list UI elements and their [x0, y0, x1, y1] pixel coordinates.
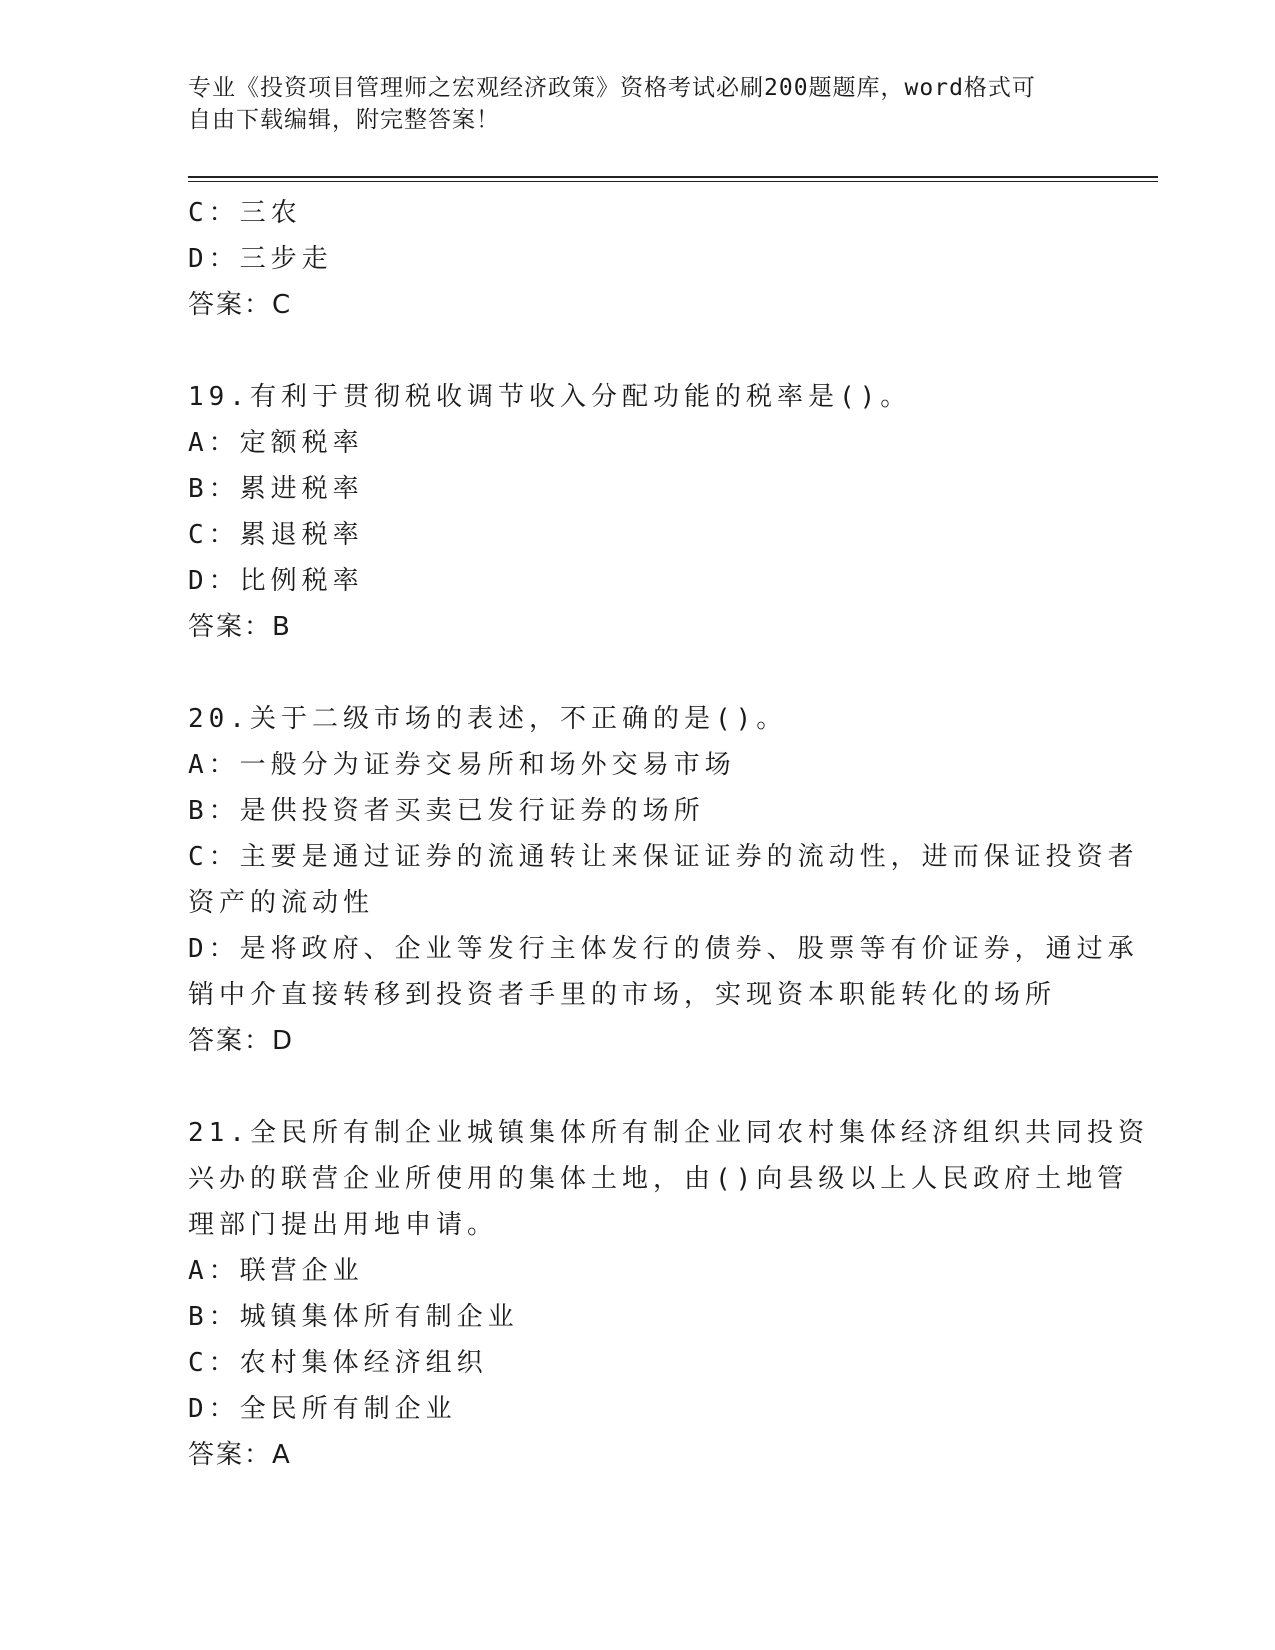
option-b: B：是供投资者买卖已发行证券的场所	[188, 796, 705, 826]
answer: 答案：A	[188, 1440, 292, 1470]
option-d: D：比例税率	[188, 566, 364, 596]
question-list	[188, 190, 1149, 1478]
option-c: C：累退税率	[188, 520, 364, 550]
option-b: B：城镇集体所有制企业	[188, 1302, 519, 1332]
option-d: D：全民所有制企业	[188, 1394, 457, 1424]
header-line-1: 专业《投资项目管理师之宏观经济政策》资格考试必刷200题题库，word格式可	[188, 75, 1036, 101]
question-19	[188, 374, 1088, 650]
answer: 答案：D	[188, 1026, 295, 1056]
option-c-line-1: C：主要是通过证券的流通转让来保证证券的流动性，进而保证投资者	[188, 842, 1139, 872]
option-c: C：三农	[188, 198, 302, 228]
option-d: D：三步走	[188, 244, 333, 274]
question-text-line-3: 理部门提出用地申请。	[188, 1210, 499, 1240]
spacer	[188, 650, 1088, 696]
option-b: B：累进税率	[188, 474, 364, 504]
answer: 答案：B	[188, 612, 292, 642]
question-text: 20.关于二级市场的表述，不正确的是()。	[188, 704, 788, 734]
option-a: A：一般分为证券交易所和场外交易市场	[188, 750, 736, 780]
question-20	[188, 696, 1139, 1064]
spacer	[188, 328, 1088, 374]
question-text-line-1: 21.全民所有制企业城镇集体所有制企业同农村集体经济组织共同投资	[188, 1118, 1149, 1148]
option-d-line-2: 销中介直接转移到投资者手里的市场，实现资本职能转化的场所	[188, 980, 1057, 1010]
document-header	[188, 72, 1088, 136]
option-c-line-2: 资产的流动性	[188, 888, 375, 918]
header-divider-thick	[188, 176, 1158, 178]
header-divider-thin	[188, 181, 1158, 182]
header-line-2: 自由下载编辑，附完整答案！	[188, 107, 500, 133]
option-a: A：联营企业	[188, 1256, 364, 1286]
option-c: C：农村集体经济组织	[188, 1348, 488, 1378]
option-a: A：定额税率	[188, 428, 364, 458]
spacer	[188, 1064, 1088, 1110]
question-18-tail	[188, 190, 1088, 328]
question-21	[188, 1110, 1149, 1478]
question-text-line-2: 兴办的联营企业所使用的集体土地，由()向县级以上人民政府土地管	[188, 1164, 1129, 1194]
option-d-line-1: D：是将政府、企业等发行主体发行的债券、股票等有价证券，通过承	[188, 934, 1139, 964]
answer: 答案：C	[188, 290, 293, 320]
question-text: 19.有利于贯彻税收调节收入分配功能的税率是()。	[188, 382, 912, 412]
